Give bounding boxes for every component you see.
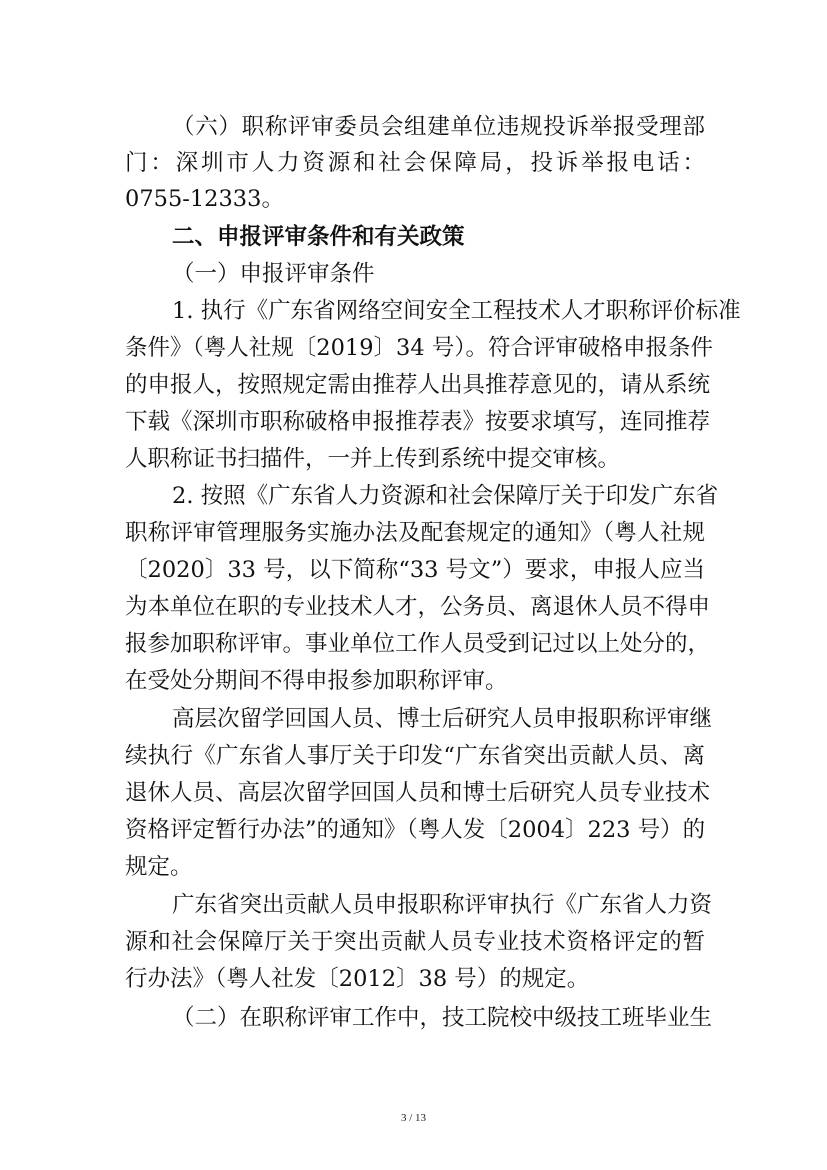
paragraph-returnees-line-3: 退休人员、高层次留学回国人员和博士后研究人员专业技术 <box>125 780 711 806</box>
item-2-line-4: 为本单位在职的专业技术人才，公务员、离退休人员不得申 <box>125 594 711 620</box>
paragraph-outstanding-contributors-line-3: 行办法》（粤人社发〔2012〕38 号）的规定。 <box>125 966 590 992</box>
paragraph-complaint-department-line-3: 0755-12333。 <box>125 186 284 212</box>
item-2-line-5: 报参加职称评审。事业单位工作人员受到记过以上处分的， <box>125 631 711 657</box>
page-number: 3 / 13 <box>400 1112 427 1124</box>
paragraph-returnees-line-4: 资格评定暂行办法”的通知》（粤人发〔2004〕223 号）的 <box>125 817 706 843</box>
item-2-line-3: 〔2020〕33 号，以下简称“33 号文”）要求，申报人应当 <box>125 557 705 583</box>
subsection-heading-application-conditions: （一）申报评审条件 <box>172 261 375 287</box>
item-2-line-6: 在受处分期间不得申报参加职称评审。 <box>125 668 508 694</box>
section-heading-conditions-and-policies: 二、申报评审条件和有关政策 <box>172 224 465 250</box>
paragraph-returnees-line-5: 规定。 <box>125 854 193 880</box>
item-2-line-1: 2. 按照《广东省人力资源和社会保障厅关于印发广东省 <box>172 483 719 509</box>
item-1-line-3: 的申报人，按照规定需由推荐人出具推荐意见的，请从系统 <box>125 372 711 398</box>
paragraph-outstanding-contributors-line-2: 源和社会保障厅关于突出贡献人员专业技术资格评定的暂 <box>125 929 705 955</box>
paragraph-complaint-department-line-2: 门：深圳市人力资源和社会保障局，投诉举报电话： <box>125 150 705 176</box>
item-1-line-5: 人职称证书扫描件，一并上传到系统中提交审核。 <box>125 446 621 472</box>
paragraph-returnees-line-2: 续执行《广东省人事厅关于印发“广东省突出贡献人员、离 <box>125 743 705 769</box>
paragraph-complaint-department-line-1: （六）职称评审委员会组建单位违规投诉举报受理部 <box>172 114 705 140</box>
item-2-line-2: 职称评审管理服务实施办法及配套规定的通知》（粤人社规 <box>125 520 705 546</box>
item-1-line-2: 条件》（粤人社规〔2019〕34 号）。符合评审破格申报条件 <box>125 335 714 361</box>
paragraph-outstanding-contributors-line-1: 广东省突出贡献人员申报职称评审执行《广东省人力资 <box>172 892 713 918</box>
paragraph-returnees-line-1: 高层次留学回国人员、博士后研究人员申报职称评审继 <box>172 706 713 732</box>
item-1-line-4: 下载《深圳市职称破格申报推荐表》按要求填写，连同推荐 <box>125 409 711 435</box>
subsection-2-line-1: （二）在职称评审工作中，技工院校中级技工班毕业生 <box>172 1005 713 1031</box>
item-1-line-1: 1. 执行《广东省网络空间安全工程技术人才职称评价标准 <box>172 298 741 324</box>
